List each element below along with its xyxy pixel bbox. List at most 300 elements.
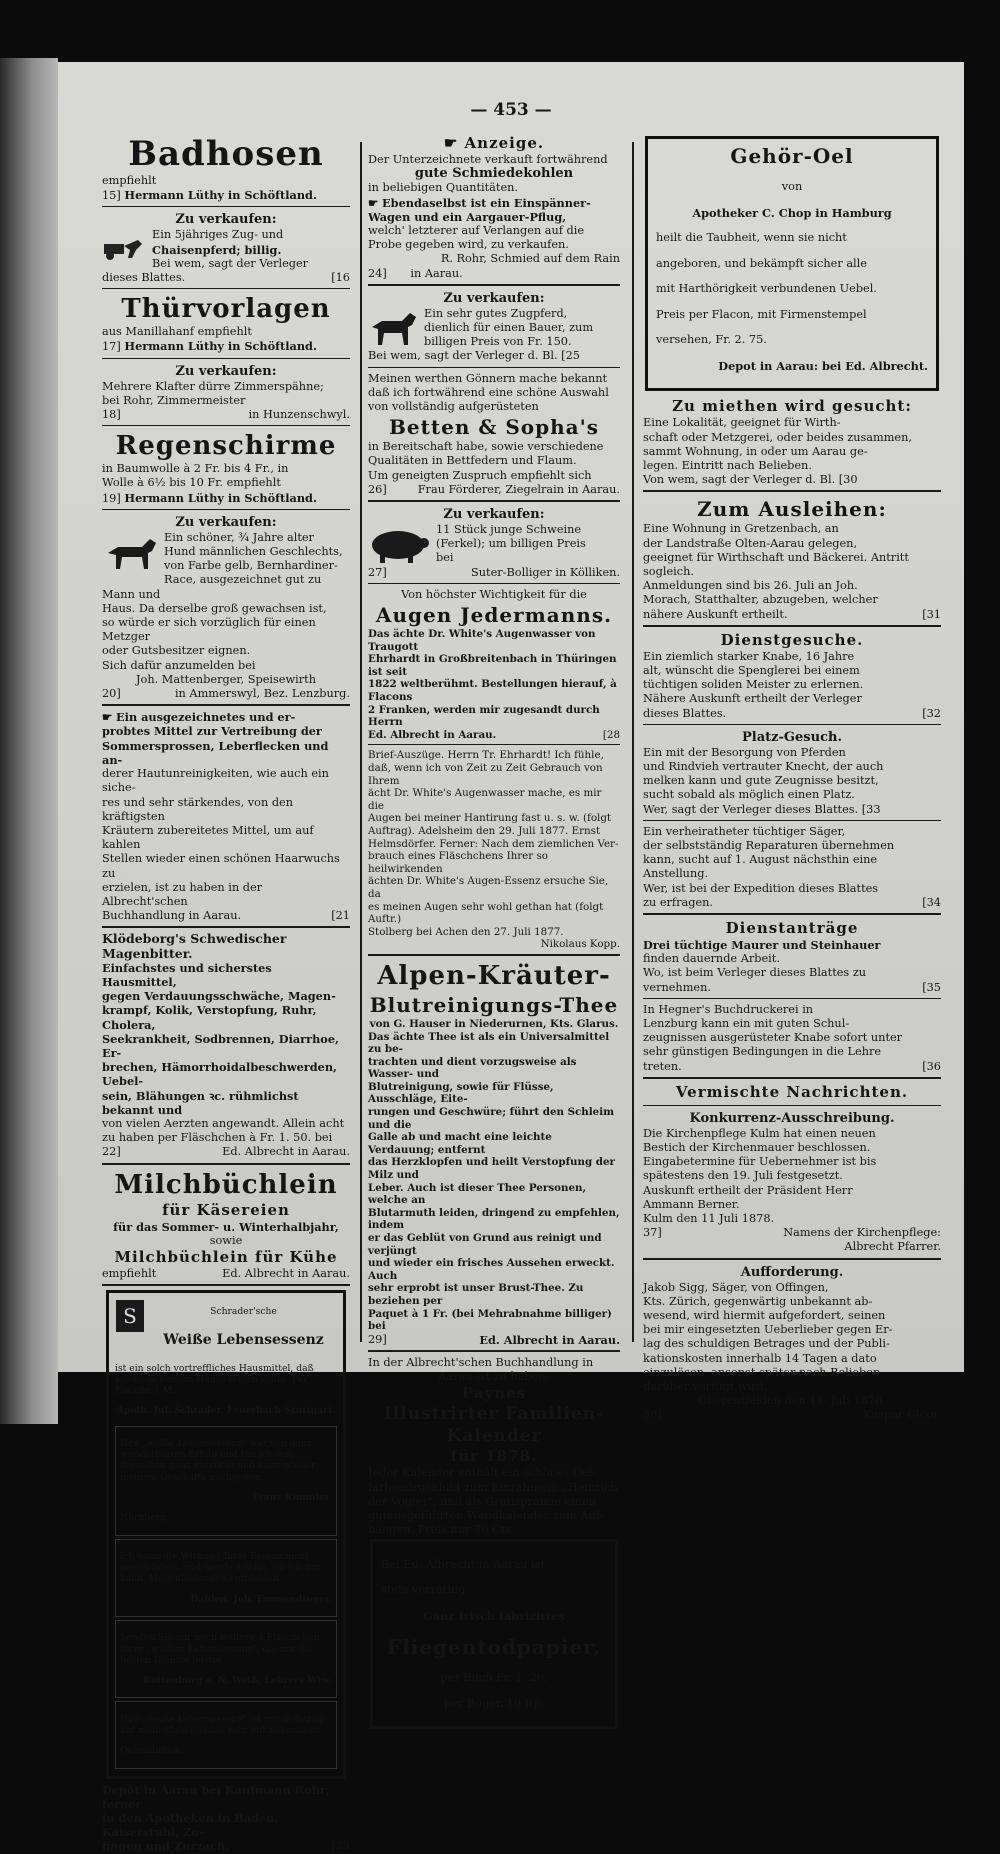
ad-line: Aarau ist zu haben:	[438, 1370, 550, 1384]
ad-line: empfiehlt	[102, 1266, 157, 1280]
seal-icon	[115, 1299, 145, 1333]
ad-line: bei mir eingesetzten Ueberlieber gegen Er-	[643, 1323, 893, 1337]
ad-title: Augen Jedermanns.	[375, 603, 613, 628]
ad-line: Ein sehr gutes Zugpferd,	[424, 306, 568, 320]
ad-subtitle: Milchbüchlein für Kühe	[114, 1247, 338, 1266]
ad-badhosen	[102, 134, 350, 203]
ad-line: krampf, Kolik, Verstopfung, Ruhr, Cholera,	[102, 1003, 317, 1032]
ad-line: Ein ziemlich starker Knabe, 16 Jahre	[643, 649, 855, 663]
ad-line: Kräutern zubereitetes Mittel, um auf kahlen	[102, 823, 314, 852]
ad-line: wesend, wird hiermit aufgefordert, seinen	[643, 1309, 886, 1323]
testimonial-place: Rottenburg a. N.	[143, 1675, 229, 1687]
ad-line: Wer, sagt der Verleger dieses Blattes. [33	[643, 802, 881, 816]
ad-schmiedekohlen	[368, 134, 620, 281]
ad-subtitle: für 1878.	[450, 1447, 538, 1466]
ad-line: Sich dafür anzumelden bei	[102, 658, 256, 672]
ad-line: Hund männlichen Geschlechts,	[164, 545, 343, 559]
ad-signature: Suter-Bolliger in Kölliken.	[471, 565, 620, 579]
ad-line: Haus. Da derselbe groß gewachsen ist,	[102, 601, 327, 615]
ad-line: zeugnissen ausgerüsteter Knabe sofort unter	[643, 1031, 903, 1045]
ad-line: farbendruckbild zum Einrahmen: „Heinrich	[368, 1480, 618, 1494]
ad-platzgesuch	[643, 729, 941, 817]
ad-line: Jeder Kalender enthält ein schönes Oel-	[368, 1466, 597, 1480]
ad-title: Zu verkaufen:	[175, 363, 277, 379]
ad-line: Meinen werthen Gönnern mache bekannt	[368, 371, 608, 385]
ad-line: Schrader'sche	[210, 1306, 277, 1318]
ad-line: Die Kirchenpflege Kulm hat einen neuen	[643, 1126, 876, 1140]
ad-line: von vollständig aufgerüsteten	[368, 400, 539, 414]
ad-title: Weiße Lebensessenz	[163, 1331, 324, 1348]
divider	[643, 490, 941, 492]
ad-line: und wieder ein frisches Aussehen erweckt. Auch	[368, 1257, 615, 1282]
ad-signature: Ed. Albrecht in Aarau.	[222, 1145, 350, 1159]
ad-depot	[102, 1783, 350, 1854]
ad-line: Eine Lokalität, geeignet für Wirth-	[643, 416, 841, 430]
ad-title: Dienstanträge	[725, 918, 859, 937]
ad-line: sucht sobald als möglich einen Platz.	[643, 788, 855, 802]
ad-line: Ein verheiratheter tüchtiger Säger,	[643, 824, 846, 838]
ad-line: Apotheker C. Chop in Hamburg	[692, 205, 892, 220]
ad-line: vernehmen.	[643, 980, 711, 994]
ad-line: Bei wem, sagt der Verleger	[152, 256, 309, 270]
ad-line: Wolle à 6½ bis 10 Fr. empfiehlt	[102, 476, 281, 490]
ad-line: sehr erprobt ist unser Brust-Thee. Zu beziehen per	[368, 1282, 584, 1307]
column-2	[368, 134, 620, 1710]
book-spine	[0, 58, 58, 1424]
ad-line: kationskosten innerhalb 14 Tagen a dato	[643, 1351, 877, 1365]
ad-line: Anmeldungen sind bis 26. Juli an Joh.	[643, 579, 858, 593]
testimonial-signature: Franz Kimmler.	[252, 1491, 332, 1503]
ad-line: sogleich.	[643, 564, 694, 578]
ad-title: Alpen-Kräuter-	[377, 960, 611, 991]
ad-ref: 27]	[368, 565, 387, 579]
ad-line: der selbstständig Reparaturen übernehmen	[643, 838, 895, 852]
ad-ref: 18]	[102, 408, 121, 422]
divider	[643, 1105, 941, 1106]
ad-line: Ein schöner, ¾ Jahre alter	[164, 530, 314, 544]
ad-line: Anstellung.	[643, 867, 709, 881]
ad-ref: [23	[331, 1839, 350, 1853]
column-1	[102, 134, 350, 1854]
page-number: — 453 —	[470, 100, 552, 120]
ad-line: Qualitäten in Bettfedern und Flaum.	[368, 454, 577, 468]
ad-line: Jakob Sigg, Säger, von Offingen,	[643, 1280, 829, 1294]
ad-line: alt, wünscht die Spenglerei bei einem	[643, 663, 860, 677]
ad-line: res und sehr stärkendes, von den kräftigsten	[102, 795, 294, 823]
ad-ref: 29]	[368, 1332, 387, 1346]
ad-line: bei	[436, 551, 454, 565]
ad-line: erzielen, ist zu haben in der Albrecht'schen	[102, 880, 263, 908]
ad-place: in Hunzenschwyl.	[248, 408, 350, 422]
ad-title: Zu verkaufen:	[443, 507, 545, 523]
ad-line: 2 Franken, werden mir zugesandt durch Herrn	[368, 703, 600, 729]
ad-title: Platz-Gesuch.	[742, 729, 842, 745]
ad-ref: [31	[922, 607, 941, 621]
ad-line: Kts. Zürich, gegenwärtig unbekannt ab-	[643, 1294, 873, 1308]
ad-line: empfiehlt	[102, 174, 157, 187]
ad-line: hängen. Preis nur 70 Cts.	[368, 1523, 515, 1537]
ad-line: treten.	[643, 1059, 682, 1073]
ad-subtitle: für Käsereien	[162, 1200, 290, 1219]
divider	[102, 704, 350, 706]
ad-ref: 26]	[368, 482, 387, 496]
ad-line: Chaisenpferd; billig.	[152, 242, 282, 257]
ad-line: versehen, Fr. 2. 75.	[656, 333, 767, 347]
ad-title: Regenschirme	[115, 431, 337, 462]
ad-zugpferd	[102, 211, 350, 285]
ad-line: angeboren, und bekämpft sicher alle	[656, 256, 867, 270]
ad-line: Auftrag). Adelsheim den 29. Juli 1877. Ernst	[368, 824, 601, 837]
ad-line: Drei tüchtige Maurer und Steinhauer	[643, 937, 881, 952]
ad-line: nähere Auskunft ertheilt.	[643, 607, 788, 621]
ad-dienstgesuche	[643, 631, 941, 721]
ad-kalender	[368, 1356, 620, 1537]
ad-line: spätestens den 19. Juli festgesetzt.	[643, 1169, 843, 1183]
ad-line: in Bereitschaft habe, sowie verschiedene	[368, 440, 604, 454]
ad-ref: 38]	[643, 1408, 662, 1422]
ad-line: Bei Ed. Albrecht in Aarau ist	[381, 1557, 545, 1571]
ad-line: gute Schmiedekohlen	[414, 166, 574, 182]
testimonial-place: Dahlen.	[190, 1593, 231, 1605]
pig-icon	[368, 525, 430, 565]
ad-ref: 15]	[102, 189, 121, 203]
ad-line: 1822 weltberühmt. Bestellungen hierauf, à Flacons	[368, 678, 617, 704]
ad-ref: [21	[331, 909, 350, 923]
ad-line: probtes Mittel zur Vertreibung der	[102, 724, 322, 739]
testimonial-place: Oelsnabrück.	[120, 1745, 182, 1757]
ad-line: lag des schuldigen Betrages und der Publi-	[643, 1337, 890, 1351]
ad-line: legen. Eintritt nach Belieben.	[643, 458, 812, 472]
section-title: Vermischte Nachrichten.	[675, 1082, 909, 1101]
divider	[102, 1163, 350, 1165]
ad-line: von	[781, 180, 803, 194]
ad-line: Wagen und ein Aargauer-Pflug,	[368, 209, 567, 224]
ad-line: Eingabetermine für Uebernehmer ist bis	[643, 1155, 877, 1169]
ad-zimmerspaehne	[102, 363, 350, 423]
ad-line: von G. Hauser in Niederurnen, Kts. Glarus.	[369, 1017, 619, 1030]
ad-place: in Ammerswyl, Bez. Lenzburg.	[174, 687, 350, 701]
ad-title: Zum Ausleihen:	[697, 497, 887, 522]
ad-line: trachten und dient vorzugsweise als Wasser- und	[368, 1055, 577, 1081]
ad-line: Stolberg bei Achen den 27. Juli 1877.	[368, 925, 564, 938]
ad-line: Seekrankheit, Sodbrennen, Diarrhoe, Er-	[102, 1031, 339, 1060]
ad-line: per Bogen 10 Rp.	[443, 1696, 545, 1710]
ad-ref: 37]	[643, 1226, 662, 1240]
ad-signature: Hermann Lüthy in Schöftland.	[124, 339, 317, 354]
ad-line: tüchtigen soliden Meister zu erlernen.	[643, 678, 864, 692]
ad-line: zu erfragen.	[643, 895, 714, 909]
ad-gehoer-oel	[645, 136, 939, 391]
ad-line: Apoth. Jul. Schrader, Feuerbach-Stuttgart.	[116, 1405, 336, 1417]
testimonial	[115, 1539, 337, 1617]
ad-line: Nähere Auskunft ertheilt der Verleger	[643, 692, 862, 706]
ad-line: Bestich der Kirchenmauer beschlossen.	[643, 1141, 871, 1155]
ad-line: Helmsdörfer. Ferner: Nach dem ziemlichen Ver-	[368, 837, 619, 850]
divider	[643, 724, 941, 725]
ad-signature: Ed. Albrecht in Aarau.	[222, 1266, 350, 1280]
ad-line: Galle ab und macht eine leichte Verdauung; entfernt	[368, 1131, 552, 1156]
ad-ref: [35	[922, 980, 941, 994]
ad-title: Zu verkaufen:	[175, 212, 277, 228]
ad-line: In der Albrecht'schen Buchhandlung in	[368, 1355, 594, 1369]
ad-line: es meinen Augen sehr wohl gethan hat (folgt Auftr.)	[368, 900, 604, 926]
ad-fliegentodpapier	[370, 1539, 618, 1729]
ad-ref: [34	[922, 895, 941, 909]
ad-line: sammt Wohnung, in oder um Aarau ge-	[643, 444, 868, 458]
ad-hund	[102, 514, 350, 701]
ad-line: Der Unterzeichnete verkauft fortwährend	[368, 153, 608, 166]
ad-subtitle: Illustrirter Familien-Kalender	[383, 1404, 605, 1447]
ad-line: melken kann und gute Zeugnisse besitzt,	[643, 774, 879, 788]
ad-subtitle: Blutreinigungs-Thee	[369, 992, 619, 1017]
ad-line: Bei wem, sagt der Verleger d. Bl. [25	[368, 349, 580, 363]
divider	[102, 288, 350, 289]
dog-icon	[102, 533, 158, 577]
ad-line: ist ein solch vortreffliches Hausmittel, daß solche in keinem Hause fehlen sollte. Per Flasche 1 M.	[115, 1362, 314, 1396]
ad-line: Ein 5jähriges Zug- und	[152, 228, 284, 242]
ad-line: bei Rohr, Zimmermeister	[102, 393, 246, 407]
ad-line: ächt Dr. White's Augenwasser mache, es mir die	[368, 787, 602, 812]
ad-line: Paquet à 1 Fr. (bei Mehrabnahme billiger) bei	[368, 1307, 612, 1333]
ad-signature: Frau Förderer, Ziegelrain in Aarau.	[417, 482, 620, 496]
ad-line: Probe gegeben wird, zu verkaufen.	[368, 238, 569, 252]
ad-title: Klödeborg's Schwedischer Magenbitter.	[102, 931, 287, 961]
ad-line: stets vorräthig:	[381, 1583, 470, 1597]
ad-signature: Albrecht Pfarrer.	[844, 1240, 941, 1254]
ad-line: einzulösen, ansonst später nach Belieben	[643, 1365, 881, 1379]
ad-signature: Namens der Kirchenpflege:	[783, 1226, 941, 1240]
ad-line: ☛ Ein ausgezeichnetes und er-	[102, 710, 296, 725]
ad-line: ächten Dr. White's Augen-Essenz ersuche Sie, da	[368, 875, 609, 900]
divider	[643, 998, 941, 999]
ad-line: Das ächte Dr. White's Augenwasser von Traugott	[368, 628, 596, 653]
testimonial	[115, 1426, 337, 1536]
ad-ref: 17]	[102, 340, 121, 354]
ad-ref: [36	[922, 1059, 941, 1073]
ad-ref: 24]	[368, 266, 387, 280]
ad-line: so würde er sich vorzüglich für einen Metzger	[102, 616, 316, 644]
ad-line: Kulm den 11 Juli 1878.	[643, 1212, 775, 1226]
ad-line: sein, Blähungen ꝛc. rühmlichst bekannt und	[102, 1088, 299, 1117]
ad-line: Morach, Statthalter, abzugeben, welcher	[643, 593, 878, 607]
ad-title: Gehör-Oel	[730, 144, 854, 168]
ad-ref: [32	[922, 706, 941, 720]
divider	[102, 358, 350, 359]
ad-line: in den Apotheken in Baden, Kaiserstuhl, Zo-	[102, 1811, 279, 1840]
ad-line: gutausgeführten Wandkalender zum Auf-	[368, 1508, 604, 1522]
ad-line: oder Gutsbesitzer eignen.	[102, 644, 251, 658]
ad-zugpferd-2	[368, 290, 620, 364]
divider	[368, 1350, 620, 1352]
ad-thuervorlagen	[102, 293, 350, 354]
testimonial	[115, 1701, 337, 1768]
testimonial-text: Senden Sie mir noch weitere 4 Fläschchen Ihrer „weißen Lebensessenz", die mir die besten Dienste leistet.	[120, 1632, 320, 1666]
ad-line: rungen und Geschwüre; führt den Schleim und die	[368, 1106, 615, 1131]
ad-ref: 22]	[102, 1145, 121, 1159]
ad-line: Depot in Aarau: bei Ed. Albrecht.	[718, 358, 928, 373]
ad-sommersprossen	[102, 710, 350, 923]
ad-line: fingen und Zurzach.	[102, 1839, 230, 1854]
ad-line: mit Harthörigkeit verbundenen Uebel.	[656, 282, 877, 296]
ad-line: Ammann Berner.	[643, 1197, 740, 1211]
ad-line: Ganz frisch fabrizirtes	[423, 1608, 565, 1623]
ad-title: Konkurrenz-Ausschreibung.	[689, 1110, 895, 1126]
ad-line: dieses Blattes.	[102, 271, 186, 285]
divider	[643, 625, 941, 627]
ad-line: gegen Verdauungsschwäche, Magen-	[102, 989, 336, 1004]
testimonial-signature: Joh. Emmendinger.	[233, 1593, 332, 1605]
ad-signature: Hermann Lüthy in Schöftland.	[124, 490, 317, 505]
ad-line: Lenzburg kann ein mit guten Schul-	[643, 1017, 850, 1030]
ad-line: brechen, Hämorrhoidalbeschwerden, Uebel-	[102, 1060, 337, 1089]
ad-schweine	[368, 506, 620, 580]
ad-line: Mehrere Klafter dürre Zimmerspähne;	[102, 379, 324, 393]
ad-line: billigen Preis von Fr. 150.	[424, 335, 572, 349]
testimonial-text: Ihre „weiße Lebensessenz" war von ganz wunderbarem Erfolg und bin ich von derselben ganz entzückt und kann wieder meinem Geschäfte nachgehen.	[120, 1437, 316, 1483]
ad-line: in beliebigen Quantitäten.	[368, 181, 519, 195]
ad-konkurrenz	[643, 1110, 941, 1255]
ad-title: Badhosen	[128, 134, 324, 174]
ad-line: für das Sommer- u. Winterhalbjahr,	[113, 1219, 339, 1234]
ad-line: Einfachstes und sicherstes Hausmittel,	[102, 960, 272, 989]
ad-line: von vielen Aerzten angewandt. Allein acht	[102, 1116, 345, 1130]
ad-line: das Herzklopfen und heilt Verstopfung der Milz und	[368, 1156, 615, 1182]
ad-line: Sommersprossen, Leberflecken und an-	[102, 738, 329, 767]
ad-saeger	[643, 825, 941, 910]
ad-line: Race, ausgezeichnet gut zu Mann und	[102, 573, 322, 601]
ad-line: der Vogler", und als Gratisprämie einen	[368, 1494, 596, 1508]
ad-title: ☛ Anzeige.	[443, 134, 545, 152]
ad-line: Augen bei meiner Hantirung fast u. s. w. (folgt	[368, 812, 612, 825]
ad-ref: 19]	[102, 491, 121, 505]
ad-line: Von wem, sagt der Verleger d. Bl. [30	[643, 473, 858, 487]
ad-line: von Farbe gelb, Bernhardiner-	[164, 559, 338, 573]
ad-augenwasser	[368, 588, 620, 951]
column-rule-2	[632, 142, 634, 1342]
ad-line: Blutreinigung, sowie für Flüsse, Ausschläge, Eite-	[368, 1080, 554, 1106]
ad-signature: Hermann Lüthy in Schöftland.	[124, 188, 317, 203]
ad-miethen	[643, 397, 941, 487]
ad-line: und Rindvieh vertrauter Knecht, der auch	[643, 759, 884, 773]
ad-signature: Kaspar Gloor.	[863, 1408, 941, 1422]
ad-line: per Buch Fr. 1. 20,	[440, 1671, 548, 1685]
ad-line: ☛ Ebendaselbst ist ein Einspänner-	[368, 195, 591, 210]
testimonial-place: Nürnberg.	[120, 1512, 169, 1524]
ad-line: Um geneigten Zuspruch empfiehlt sich	[368, 468, 592, 482]
ad-line: der Landstraße Olten-Aarau gelegen,	[643, 536, 858, 550]
svg-text:S: S	[123, 1304, 137, 1329]
ad-line: aus Manillahanf empfiehlt	[102, 325, 252, 339]
newspaper-page	[58, 62, 964, 1854]
divider	[102, 206, 350, 207]
divider	[368, 583, 620, 584]
ad-line: daß, wenn ich von Zeit zu Zeit Gebrauch von Ihrem	[368, 762, 603, 787]
ad-line: Brief-Auszüge. Herrn Tr. Ehrhardt! Ich fühle,	[368, 749, 604, 762]
ad-dienstantraege	[643, 919, 941, 995]
divider	[368, 367, 620, 368]
ad-line: Das ächte Thee ist als ein Universalmittel zu be-	[368, 1030, 610, 1056]
ad-line: daß ich fortwährend eine schöne Auswahl	[368, 385, 609, 399]
ad-line: Blutarmuth leiden, dringend zu empfehlen, indem	[368, 1206, 620, 1232]
divider	[102, 1284, 350, 1286]
divider	[643, 1077, 941, 1079]
ad-line: Auskunft ertheilt der Präsident Herr	[643, 1183, 853, 1197]
column-3	[643, 134, 941, 1422]
ad-line: Wer, ist bei der Expedition dieses Blattes	[643, 881, 879, 895]
ad-line: welch' letzterer auf Verlangen auf die	[368, 224, 585, 238]
ad-line: Joh. Mattenberger, Speisewirth	[136, 672, 316, 686]
ad-alpenkraeuter	[368, 960, 620, 1347]
ad-title: Thürvorlagen	[121, 294, 331, 325]
ad-line: dienlich für einen Bauer, zum	[424, 321, 594, 335]
ad-ref: 20]	[102, 687, 121, 701]
ad-line: er das Geblüt von Grund aus reinigt und verjüngt	[368, 1232, 602, 1257]
ad-title: Fliegentodpapier,	[386, 1635, 602, 1660]
divider	[368, 744, 620, 745]
ad-line: Stellen wieder einen schönen Haarwuchs zu	[102, 852, 340, 880]
ad-title: Betten & Sopha's	[388, 415, 599, 440]
ad-regenschirme	[102, 430, 350, 506]
divider	[643, 820, 941, 821]
ad-line: geeignet für Wirthschaft und Bäckerei. Antritt	[643, 550, 909, 564]
divider	[643, 1258, 941, 1260]
divider	[643, 913, 941, 915]
ad-title: Dienstgesuche.	[720, 630, 864, 649]
divider	[102, 926, 350, 928]
ad-ref: [16	[331, 271, 350, 285]
ad-ref: [28	[602, 728, 620, 741]
ad-line: (Ferkel); um billigen Preis	[436, 537, 586, 551]
ad-line: Oberentfelden den 11. Juli 1878.	[698, 1394, 886, 1408]
ad-lebensessenz	[106, 1290, 346, 1778]
ad-line: Depôt in Aarau bei Kaufmann Rohr; ferner	[102, 1782, 330, 1811]
ad-signature: Nikolaus Kopp.	[540, 938, 620, 951]
ad-line: Preis per Flacon, mit Firmenstempel	[656, 307, 867, 321]
horse-icon	[368, 309, 418, 349]
testimonial	[115, 1620, 337, 1698]
ad-line: Ed. Albrecht in Aarau.	[368, 728, 497, 741]
ad-line: kann, sucht auf 1. August nächsthin eine	[643, 853, 878, 867]
ad-line: Eine Wohnung in Gretzenbach, an	[643, 522, 839, 536]
ad-hegner	[643, 1003, 941, 1074]
ad-line: schaft oder Metzgerei, oder beides zusammen,	[643, 430, 912, 444]
ad-title: Milchbüchlein	[114, 1169, 338, 1200]
ad-line: Ehrhardt in Großbreitenbach in Thüringen ist seit	[368, 653, 617, 678]
column-rule-1	[360, 142, 362, 1342]
ad-line: darüber verfügt wird.	[643, 1380, 768, 1394]
ad-line: heilt die Taubheit, wenn sie nicht	[656, 231, 847, 245]
ad-ausleihen	[643, 496, 941, 621]
divider	[368, 954, 620, 956]
horse-carriage-icon	[102, 230, 146, 260]
ad-line: In Hegner's Buchdruckerei in	[643, 1002, 814, 1016]
ad-line: derer Hautunreinigkeiten, wie auch ein siche-	[102, 767, 329, 795]
ad-aufforderung	[643, 1264, 941, 1423]
testimonial-text: Ich kann die Wirkung Ihrer Essenz nicht genug loben, und werde solche, wo ich nur kann, Magenleidenden empfehlen.	[120, 1550, 322, 1585]
ad-magenbitter	[102, 932, 350, 1159]
ad-line: Wo, ist beim Verleger dieses Blattes zu	[643, 966, 867, 980]
ad-line: 11 Stück junge Schweine	[436, 523, 582, 537]
ad-line: Buchhandlung in Aarau.	[102, 909, 242, 923]
ad-line: in Baumwolle à 2 Fr. bis 4 Fr., in	[102, 462, 289, 476]
ad-title: Aufforderung.	[740, 1264, 844, 1280]
ad-line: sowie	[209, 1233, 243, 1247]
ad-milchbuechlein	[102, 1169, 350, 1282]
ad-line: Ein mit der Besorgung von Pferden	[643, 745, 846, 759]
ad-line: Von höchster Wichtigkeit für die	[401, 587, 587, 601]
ad-line: Leber. Auch ist dieser Thee Personen, welche an	[368, 1181, 587, 1207]
testimonial-signature: Weiß, Lehrers Wtw.	[232, 1675, 332, 1687]
